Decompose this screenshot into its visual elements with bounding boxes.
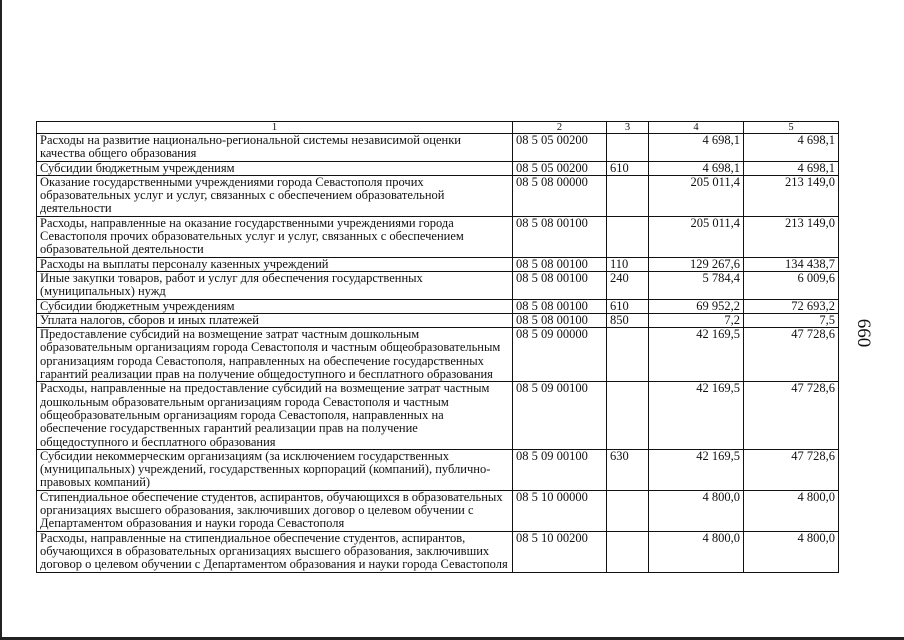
row-name-cell: Предоставление субсидий на возмещение затрат частным дошкольным образовательным организациям города Севастополя и частным общеобразовательным организациям города Севастополя, направленных на обеспечение государственных гарантий реализации прав на получение общедоступного и бесплатного образования xyxy=(37,328,513,382)
row-name-cell: Уплата налогов, сборов и иных платежей xyxy=(37,313,513,327)
amount-year1-cell: 69 952,2 xyxy=(649,299,744,313)
expense-type-cell: 110 xyxy=(607,257,649,271)
amount-year2-cell: 6 009,6 xyxy=(744,271,839,299)
amount-year2-cell: 213 149,0 xyxy=(744,175,839,216)
table-row xyxy=(37,161,839,175)
amount-year2-cell: 72 693,2 xyxy=(744,299,839,313)
amount-year2-cell: 47 728,6 xyxy=(744,328,839,382)
target-article-code-cell: 08 5 05 00200 xyxy=(513,161,607,175)
column-header-3: 3 xyxy=(607,122,649,134)
table-row xyxy=(37,490,839,531)
expense-type-cell xyxy=(607,531,649,572)
expense-type-cell: 610 xyxy=(607,299,649,313)
expense-type-cell: 850 xyxy=(607,313,649,327)
table-row xyxy=(37,299,839,313)
row-name-cell: Расходы, направленные на предоставление субсидий на возмещение затрат частным дошкольным образовательным организациям города Севастополя и частным общеобразовательным организациям города Севастополя, направленных на обеспечение государственных гарантий реализации прав на получение общедоступного и бесплатного образования xyxy=(37,382,513,449)
table-row xyxy=(37,382,839,449)
amount-year1-cell: 42 169,5 xyxy=(649,328,744,382)
amount-year2-cell: 47 728,6 xyxy=(744,382,839,449)
table-row xyxy=(37,531,839,572)
amount-year1-cell: 5 784,4 xyxy=(649,271,744,299)
target-article-code-cell: 08 5 08 00100 xyxy=(513,257,607,271)
target-article-code-cell: 08 5 10 00200 xyxy=(513,531,607,572)
expense-type-cell xyxy=(607,490,649,531)
page-number: 660 xyxy=(853,318,874,348)
budget-table xyxy=(36,121,839,573)
amount-year1-cell: 42 169,5 xyxy=(649,449,744,490)
target-article-code-cell: 08 5 08 00100 xyxy=(513,299,607,313)
amount-year1-cell: 4 800,0 xyxy=(649,531,744,572)
table-row xyxy=(37,257,839,271)
expense-type-cell xyxy=(607,216,649,257)
target-article-code-cell: 08 5 08 00100 xyxy=(513,271,607,299)
target-article-code-cell: 08 5 05 00200 xyxy=(513,134,607,162)
row-name-cell: Субсидии бюджетным учреждениям xyxy=(37,299,513,313)
table-row xyxy=(37,449,839,490)
row-name-cell: Оказание государственными учреждениями города Севастополя прочих образовательных услуг и услуг, связанных с обеспечением образовательной деятельности xyxy=(37,175,513,216)
table-row xyxy=(37,175,839,216)
expense-type-cell: 240 xyxy=(607,271,649,299)
row-name-cell: Субсидии некоммерческим организациям (за исключением государственных (муниципальных) учреждений, государственных корпораций (компаний), публично-правовых компаний) xyxy=(37,449,513,490)
amount-year1-cell: 205 011,4 xyxy=(649,216,744,257)
expense-type-cell xyxy=(607,328,649,382)
table-row xyxy=(37,271,839,299)
amount-year1-cell: 4 800,0 xyxy=(649,490,744,531)
row-name-cell: Расходы на выплаты персоналу казенных учреждений xyxy=(37,257,513,271)
expense-type-cell xyxy=(607,175,649,216)
column-header-2: 2 xyxy=(513,122,607,134)
amount-year1-cell: 4 698,1 xyxy=(649,134,744,162)
table-row xyxy=(37,313,839,327)
table-body xyxy=(37,134,839,573)
row-name-cell: Стипендиальное обеспечение студентов, аспирантов, обучающихся в образовательных организациях высшего образования, заключивших договор о целевом обучении с Департаментом образования и науки города Севастополя xyxy=(37,490,513,531)
amount-year1-cell: 129 267,6 xyxy=(649,257,744,271)
table-header-row xyxy=(37,122,839,134)
table-row xyxy=(37,134,839,162)
amount-year2-cell: 47 728,6 xyxy=(744,449,839,490)
amount-year2-cell: 7,5 xyxy=(744,313,839,327)
amount-year1-cell: 205 011,4 xyxy=(649,175,744,216)
target-article-code-cell: 08 5 08 00000 xyxy=(513,175,607,216)
amount-year2-cell: 4 800,0 xyxy=(744,531,839,572)
scan-edge-left xyxy=(0,0,2,640)
table-row xyxy=(37,216,839,257)
expense-type-cell xyxy=(607,382,649,449)
amount-year2-cell: 4 698,1 xyxy=(744,134,839,162)
amount-year2-cell: 4 800,0 xyxy=(744,490,839,531)
row-name-cell: Расходы, направленные на оказание государственными учреждениями города Севастополя прочих образовательных услуг и услуг, связанных с обеспечением образовательной деятельности xyxy=(37,216,513,257)
row-name-cell: Иные закупки товаров, работ и услуг для обеспечения государственных (муниципальных) нужд xyxy=(37,271,513,299)
target-article-code-cell: 08 5 09 00100 xyxy=(513,382,607,449)
amount-year1-cell: 4 698,1 xyxy=(649,161,744,175)
target-article-code-cell: 08 5 08 00100 xyxy=(513,216,607,257)
column-header-5: 5 xyxy=(744,122,839,134)
target-article-code-cell: 08 5 09 00100 xyxy=(513,449,607,490)
table-row xyxy=(37,328,839,382)
amount-year2-cell: 134 438,7 xyxy=(744,257,839,271)
column-header-1: 1 xyxy=(37,122,513,134)
amount-year1-cell: 42 169,5 xyxy=(649,382,744,449)
row-name-cell: Субсидии бюджетным учреждениям xyxy=(37,161,513,175)
amount-year2-cell: 213 149,0 xyxy=(744,216,839,257)
expense-type-cell xyxy=(607,134,649,162)
expense-type-cell: 610 xyxy=(607,161,649,175)
target-article-code-cell: 08 5 10 00000 xyxy=(513,490,607,531)
amount-year2-cell: 4 698,1 xyxy=(744,161,839,175)
target-article-code-cell: 08 5 08 00100 xyxy=(513,313,607,327)
target-article-code-cell: 08 5 09 00000 xyxy=(513,328,607,382)
column-header-4: 4 xyxy=(649,122,744,134)
row-name-cell: Расходы на развитие национально-региональной системы независимой оценки качества общего образования xyxy=(37,134,513,162)
row-name-cell: Расходы, направленные на стипендиальное обеспечение студентов, аспирантов, обучающихся в образовательных организациях высшего образования, заключивших договор о целевом обучении с Департаментом образования и науки города Севастополя xyxy=(37,531,513,572)
expense-type-cell: 630 xyxy=(607,449,649,490)
amount-year1-cell: 7,2 xyxy=(649,313,744,327)
